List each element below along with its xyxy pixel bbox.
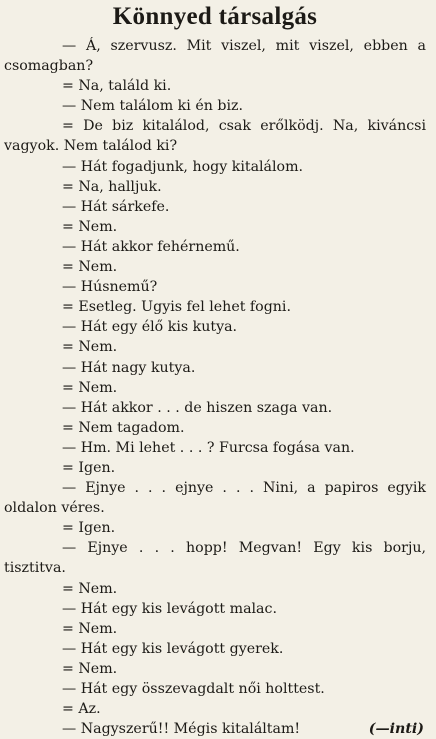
dialogue-line: vagyok. Nem találod ki? bbox=[4, 138, 178, 155]
dialogue-line: = Nem. bbox=[62, 259, 118, 276]
dialogue-line: — Ejnye . . . ejnye . . . Nini, a papiros egyik bbox=[62, 480, 426, 497]
dialogue-line: oldalon véres. bbox=[4, 500, 105, 517]
closing-line-text: — Nagyszerű!! Mégis kitaláltam! bbox=[62, 721, 301, 738]
dialogue-line: = Nem tagadom. bbox=[62, 419, 185, 436]
dialogue-line: = De biz kitalálod, csak erőlködj. Na, kiváncsi bbox=[62, 118, 426, 135]
dialogue-line: — Húsnemű? bbox=[62, 279, 158, 296]
dialogue-line: — Á, szervusz. Mit viszel, mit viszel, ebben a bbox=[62, 38, 426, 54]
dialogue-line: — Hát fogadjunk, hogy kitalálom. bbox=[62, 158, 304, 175]
dialogue-line: — Nem találom ki én biz. bbox=[62, 98, 243, 115]
dialogue-line: — Hát egy élő kis kutya. bbox=[62, 319, 238, 336]
dialogue-line: = Nem. bbox=[62, 620, 118, 637]
dialogue-line: = Nem. bbox=[62, 218, 118, 235]
dialogue-line: = Igen. bbox=[62, 520, 116, 537]
dialogue-line: = Nem. bbox=[62, 580, 118, 597]
dialogue-line: csomagban? bbox=[4, 58, 94, 75]
author-signature: (—inti) bbox=[368, 721, 424, 738]
dialogue-line: — Ejnye . . . hopp! Megvan! Egy kis borju, bbox=[62, 540, 426, 557]
dialogue-line: = Igen. bbox=[62, 459, 116, 476]
dialogue-line: — Hát nagy kutya. bbox=[62, 359, 196, 376]
dialogue-line: = Nem. bbox=[62, 379, 118, 396]
dialogue-line: = Na, találd ki. bbox=[62, 78, 172, 95]
dialogue-line: — Hát sárkefe. bbox=[62, 198, 170, 215]
dialogue-line: — Hát egy kis levágott malac. bbox=[62, 600, 277, 617]
dialogue-line: = Nem. bbox=[62, 339, 118, 356]
dialogue-line: = Esetleg. Ugyis fel lehet fogni. bbox=[62, 299, 291, 316]
dialogue-line: — Hm. Mi lehet . . . ? Furcsa fogása van. bbox=[62, 439, 355, 456]
dialogue-line: = Nem. bbox=[62, 660, 118, 677]
dialogue-text bbox=[4, 36, 426, 719]
dialogue-line: — Hát egy összevagdalt női holttest. bbox=[62, 681, 325, 697]
dialogue-line: — Hát egy kis levágott gyerek. bbox=[62, 640, 284, 657]
dialogue-line: = Na, halljuk. bbox=[62, 178, 162, 195]
dialogue-line: — Hát akkor . . . de hiszen szaga van. bbox=[62, 399, 333, 416]
dialogue-line: — Hát akkor fehérnemű. bbox=[62, 238, 240, 255]
closing-line bbox=[4, 719, 426, 739]
dialogue-line: tisztitva. bbox=[4, 560, 66, 577]
dialogue-line: = Az. bbox=[62, 701, 101, 718]
article-title: Könnyed társalgás bbox=[112, 3, 318, 30]
